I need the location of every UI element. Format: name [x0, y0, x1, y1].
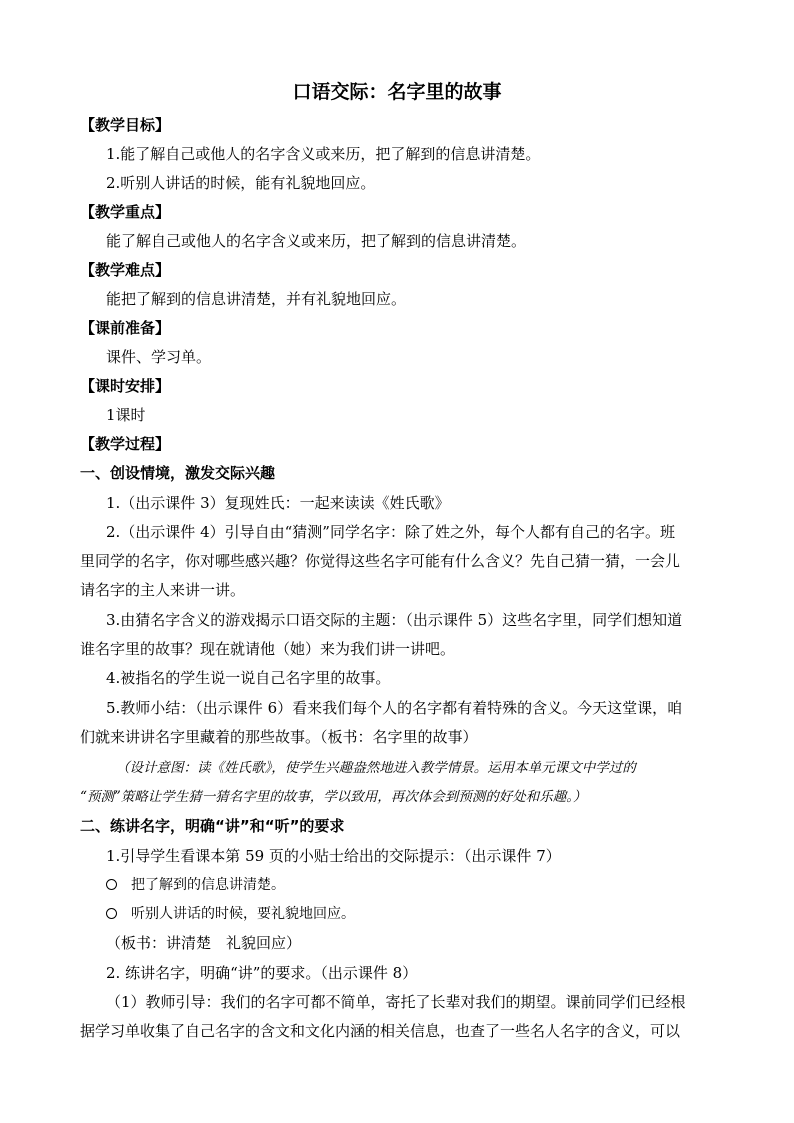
page-title: 口语交际：名字里的故事 — [292, 81, 502, 103]
section1-paragraph-2-line-2: 里同学的名字，你对哪些感兴趣？你觉得这些名字可能有什么含义？先自己猜一猜，一会儿 — [80, 552, 681, 570]
tip-bullet-2-text: 听别人讲话的时候，要礼貌地回应。 — [131, 906, 355, 922]
section2-paragraph-2: 2. 练讲名字，明确“讲”的要求。（出示课件 8） — [106, 964, 418, 982]
section1-paragraph-3-line-1: 3.由猜名字含义的游戏揭示口语交际的主题：（出示课件 5）这些名字里，同学们想知道 — [106, 611, 683, 629]
section2-paragraph-3-line-1: （1）教师引导：我们的名字可都不简单，寄托了长辈对我们的期望。课前同学们已经根 — [106, 993, 686, 1011]
tip-bullet-2 — [106, 903, 726, 925]
tip-bullet-1-text: 把了解到的信息讲清楚。 — [131, 877, 285, 893]
section1-paragraph-4: 4.被指名的学生说一说自己名字里的故事。 — [106, 669, 391, 687]
section2-title: 二、练讲名字，明确“讲”和“听”的要求 — [80, 817, 345, 835]
circle-bullet-icon — [106, 908, 117, 919]
objectives-heading: 【教学目标】 — [80, 116, 171, 134]
section2-paragraph-1: 1.引导学生看课本第 59 页的小贴士给出的交际提示：（出示课件 7） — [106, 847, 561, 865]
board-note: （板书：讲清楚 礼貌回应） — [106, 934, 302, 952]
schedule-heading: 【课时安排】 — [80, 377, 171, 395]
section1-title: 一、创设情境，激发交际兴趣 — [80, 464, 276, 482]
difficulties-text: 能把了解到的信息讲清楚，并有礼貌地回应。 — [106, 290, 407, 308]
preparation-text: 课件、学习单。 — [106, 348, 212, 366]
keypoints-text: 能了解自己或他人的名字含义或来历，把了解到的信息讲清楚。 — [106, 232, 527, 250]
difficulties-heading: 【教学难点】 — [80, 261, 171, 279]
design-intent-line-1: （设计意图：读《姓氏歌》，使学生兴趣盎然地进入教学情景。运用本单元课文中学过的 — [116, 760, 636, 776]
section1-paragraph-5-line-1: 5.教师小结：（出示课件 6）看来我们每个人的名字都有着特殊的含义。今天这堂课，咱 — [106, 699, 683, 717]
design-intent-line-2: “预测”策略让学生猜一猜名字里的故事，学以致用，再次体会到预测的好处和乐趣。） — [80, 789, 587, 805]
process-heading: 【教学过程】 — [80, 435, 171, 453]
section1-paragraph-3-line-2: 谁名字里的故事？现在就请他（她）来为我们讲一讲吧。 — [80, 640, 456, 658]
objective-item-2: 2.听别人讲话的时候，能有礼貌地回应。 — [106, 174, 376, 192]
section2-paragraph-3-line-2: 据学习单收集了自己名字的含文和文化内涵的相关信息，也查了一些名人名字的含义，可以 — [80, 1022, 681, 1040]
keypoints-heading: 【教学重点】 — [80, 203, 171, 221]
circle-bullet-icon — [106, 879, 117, 890]
section1-paragraph-2-line-3: 请名字的主人来讲一讲。 — [80, 581, 246, 599]
section1-paragraph-2-line-1: 2.（出示课件 4）引导自由“猜测”同学名字：除了姓之外，每个人都有自己的名字。班 — [106, 523, 675, 541]
schedule-text: 1课时 — [106, 406, 146, 424]
section1-paragraph-5-line-2: 们就来讲讲名字里藏着的那些故事。（板书：名字里的故事） — [80, 728, 478, 746]
tip-bullet-1 — [106, 874, 726, 896]
objective-item-1: 1.能了解自己或他人的名字含义或来历，把了解到的信息讲清楚。 — [106, 145, 541, 163]
section1-paragraph-1: 1.（出示课件 3）复现姓氏：一起来读读《姓氏歌》 — [106, 494, 450, 512]
preparation-heading: 【课前准备】 — [80, 319, 171, 337]
